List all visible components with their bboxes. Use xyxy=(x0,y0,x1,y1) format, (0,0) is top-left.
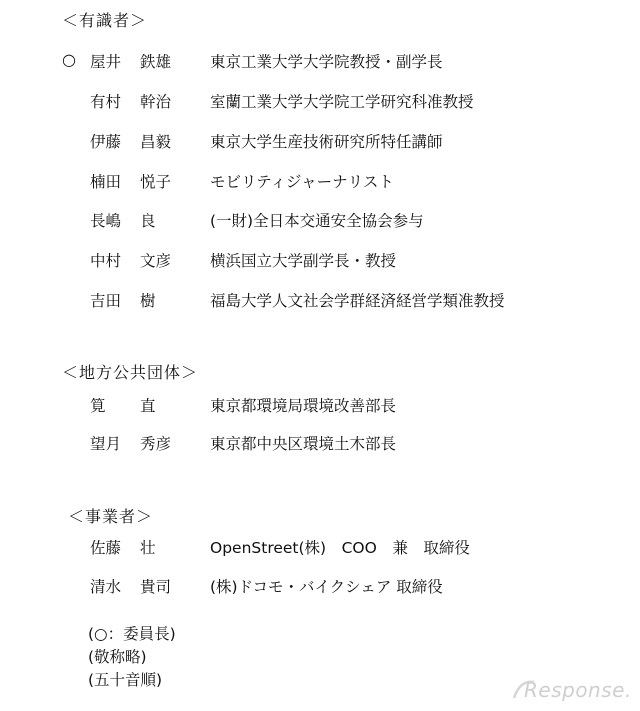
watermark-text: Response. xyxy=(524,678,632,702)
member-title: 横浜国立大学副学長・教授 xyxy=(210,252,397,270)
member-surname: 有村 xyxy=(90,93,122,111)
member-given-name: 鉄雄 xyxy=(140,53,172,71)
member-given-name: 樹 xyxy=(140,292,156,310)
section-header-businesses: ＜事業者＞ xyxy=(68,507,154,526)
member-given-name: 文彦 xyxy=(140,252,172,270)
member-surname: 楠田 xyxy=(90,173,122,191)
member-title: 室蘭工業大学大学院工学研究科准教授 xyxy=(210,93,474,111)
member-title: 東京大学生産技術研究所特任講師 xyxy=(210,133,443,151)
member-title: 東京都中央区環境土木部長 xyxy=(210,435,397,453)
response-watermark xyxy=(512,676,632,704)
member-surname: 長嶋 xyxy=(90,212,122,230)
member-title: (一財)全日本交通安全協会参与 xyxy=(210,212,424,230)
member-given-name: 秀彦 xyxy=(140,435,172,453)
member-title: 東京工業大学大学院教授・副学長 xyxy=(210,53,443,71)
member-surname: 屋井 xyxy=(90,53,122,71)
note-alphabetical-order: (五十音順) xyxy=(88,671,163,689)
member-given-name: 幹治 xyxy=(140,93,172,111)
chair-marker: ○ xyxy=(62,50,76,69)
member-given-name: 良 xyxy=(140,212,156,230)
member-surname: 清水 xyxy=(90,578,122,596)
note-chair-legend: (○：委員長) xyxy=(88,625,176,643)
member-title: 東京都環境局環境改善部長 xyxy=(210,397,397,415)
member-surname: 伊藤 xyxy=(90,133,122,151)
member-surname: 筧 xyxy=(90,397,106,415)
member-given-name: 直 xyxy=(140,397,156,415)
section-header-local-government: ＜地方公共団体＞ xyxy=(62,363,199,382)
section-header-experts: ＜有識者＞ xyxy=(62,11,148,30)
member-given-name: 壮 xyxy=(140,539,156,557)
member-given-name: 貴司 xyxy=(140,578,172,596)
member-title: OpenStreet(株) COO 兼 取締役 xyxy=(210,539,470,557)
note-honorifics-omitted: (敬称略) xyxy=(88,648,147,666)
member-title: モビリティジャーナリスト xyxy=(210,173,394,191)
member-surname: 佐藤 xyxy=(90,539,122,557)
member-surname: 吉田 xyxy=(90,292,122,310)
member-surname: 中村 xyxy=(90,252,122,270)
member-title: 福島大学人文社会学群経済経営学類准教授 xyxy=(210,292,505,310)
member-title: (株)ドコモ・バイクシェア 取締役 xyxy=(210,578,443,596)
member-given-name: 悦子 xyxy=(140,173,172,191)
member-given-name: 昌毅 xyxy=(140,133,172,151)
member-surname: 望月 xyxy=(90,435,122,453)
